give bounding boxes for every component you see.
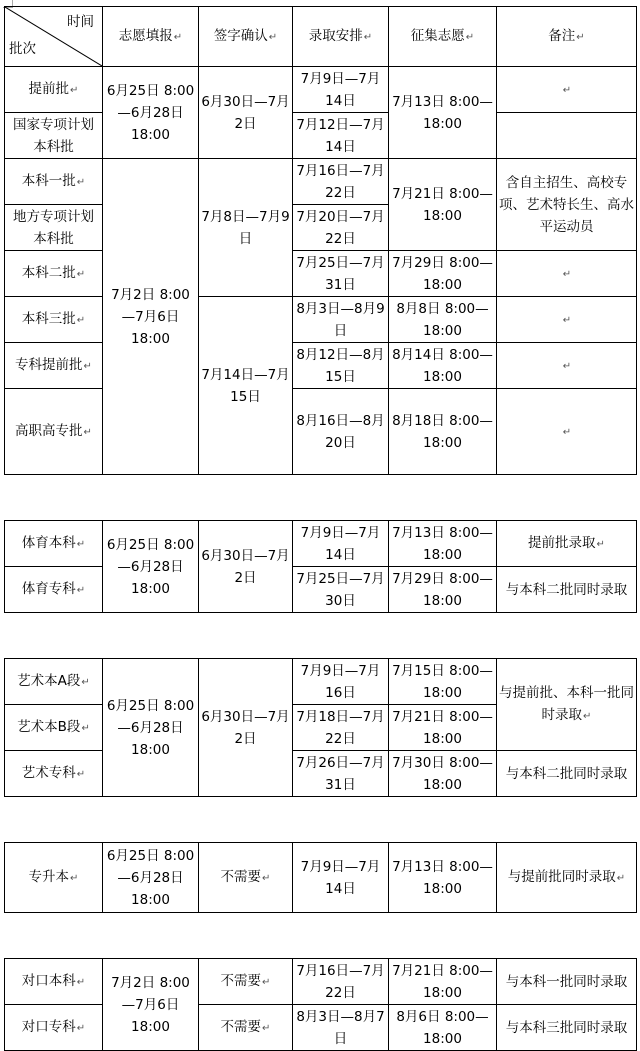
fill-cell: 7月2日 8:00—7月6日 18:00 <box>103 959 199 1051</box>
admit-cell: 8月3日—8月9日 <box>293 297 389 343</box>
note-cell: 含自主招生、高校专项、艺术特长生、高水平运动员 <box>497 159 637 251</box>
table-row <box>5 659 637 705</box>
corner-label-time: 时间 <box>67 14 94 30</box>
batch-cell: 本科二批 ↵ <box>5 251 103 297</box>
admit-cell: 7月16日—7月22日 <box>293 159 389 205</box>
table-row <box>5 113 637 159</box>
batch-cell: 本科三批 ↵ <box>5 297 103 343</box>
batch-cell: 艺术本A段 ↵ <box>5 659 103 705</box>
admit-cell: 7月9日—7月16日 <box>293 659 389 705</box>
col-header-fill: 志愿填报 ↵ <box>103 7 199 67</box>
note-cell <box>497 389 637 475</box>
batch-cell: 体育本科 ↵ <box>5 521 103 567</box>
admit-cell: 7月12日—7月14日 <box>293 113 389 159</box>
collect-cell: 7月29日 8:00—18:00 <box>389 567 497 613</box>
admit-cell: 7月9日—7月14日 <box>293 843 389 913</box>
sign-cell: 不需要 ↵ <box>199 1005 293 1051</box>
note-cell: 与提前批、本科一批同时录取 ↵ <box>497 659 637 751</box>
note-cell: 与本科二批同时录取 <box>497 567 637 613</box>
collect-cell: 8月14日 8:00—18:00 <box>389 343 497 389</box>
table-row <box>5 751 637 797</box>
header-row <box>5 7 637 67</box>
batch-cell: 本科一批 ↵ <box>5 159 103 205</box>
note-cell: 与本科三批同时录取 <box>497 1005 637 1051</box>
batch-cell: 体育专科 ↵ <box>5 567 103 613</box>
admit-cell: 8月16日—8月20日 <box>293 389 389 475</box>
admit-cell: 7月25日—7月30日 <box>293 567 389 613</box>
batch-cell: 国家专项计划本科批 <box>5 113 103 159</box>
table-row <box>5 67 637 113</box>
table-row <box>5 1005 637 1051</box>
batch-cell: 对口专科 ↵ <box>5 1005 103 1051</box>
col-header-admit: 录取安排 ↵ <box>293 7 389 67</box>
admit-cell: 7月25日—7月31日 <box>293 251 389 297</box>
note-cell: 与本科二批同时录取 <box>497 751 637 797</box>
admission-schedule-table <box>4 6 637 1051</box>
table-row <box>5 521 637 567</box>
section-divider <box>5 475 637 521</box>
admit-cell: 7月16日—7月22日 <box>293 959 389 1005</box>
collect-cell: 7月13日 8:00—18:00 <box>389 67 497 159</box>
collect-cell: 7月13日 8:00—18:00 <box>389 843 497 913</box>
admit-cell: 7月20日—7月22日 <box>293 205 389 251</box>
batch-cell: 艺术专科 ↵ <box>5 751 103 797</box>
fill-cell: 6月25日 8:00—6月28日 18:00 <box>103 67 199 159</box>
fill-cell: 6月25日 8:00—6月28日 18:00 <box>103 521 199 613</box>
batch-cell: 专科提前批 ↵ <box>5 343 103 389</box>
sign-cell: 不需要 ↵ <box>199 959 293 1005</box>
table-row <box>5 567 637 613</box>
collect-cell: 7月29日 8:00—18:00 <box>389 251 497 297</box>
header-corner-cell <box>5 7 103 67</box>
collect-cell: 7月30日 8:00—18:00 <box>389 751 497 797</box>
admit-cell: 8月12日—8月15日 <box>293 343 389 389</box>
note-cell: 与本科一批同时录取 <box>497 959 637 1005</box>
fill-cell: 6月25日 8:00—6月28日 18:00 <box>103 659 199 797</box>
note-cell <box>497 297 637 343</box>
admit-cell: 7月9日—7月14日 <box>293 67 389 113</box>
note-cell <box>497 251 637 297</box>
col-header-sign: 签字确认 ↵ <box>199 7 293 67</box>
admit-cell: 8月3日—8月7日 <box>293 1005 389 1051</box>
collect-cell: 8月8日 8:00—18:00 <box>389 297 497 343</box>
note-cell: 与提前批同时录取 ↵ <box>497 843 637 913</box>
batch-cell: 对口本科 ↵ <box>5 959 103 1005</box>
collect-cell: 8月6日 8:00—18:00 <box>389 1005 497 1051</box>
collect-cell: 7月21日 8:00—18:00 <box>389 959 497 1005</box>
sign-cell: 6月30日—7月2日 <box>199 67 293 159</box>
sign-cell: 7月14日—7月15日 <box>199 297 293 475</box>
note-cell: 提前批录取 ↵ <box>497 521 637 567</box>
col-header-note: 备注 ↵ <box>497 7 637 67</box>
sign-cell: 6月30日—7月2日 <box>199 659 293 797</box>
note-cell <box>497 67 637 113</box>
table-row <box>5 959 637 1005</box>
table-row <box>5 389 637 475</box>
batch-cell: 专升本 ↵ <box>5 843 103 913</box>
admit-cell: 7月9日—7月14日 <box>293 521 389 567</box>
batch-cell: 艺术本B段 ↵ <box>5 705 103 751</box>
table-row <box>5 159 637 205</box>
table-row <box>5 297 637 343</box>
collect-cell: 7月15日 8:00—18:00 <box>389 659 497 705</box>
collect-cell: 7月21日 8:00—18:00 <box>389 159 497 251</box>
table-row <box>5 343 637 389</box>
table-row <box>5 251 637 297</box>
admit-cell: 7月26日—7月31日 <box>293 751 389 797</box>
collect-cell: 8月18日 8:00—18:00 <box>389 389 497 475</box>
section-divider <box>5 797 637 843</box>
table-row <box>5 843 637 913</box>
fill-cell: 6月25日 8:00—6月28日 18:00 <box>103 843 199 913</box>
note-cell <box>497 113 637 159</box>
fill-cell: 7月2日 8:00—7月6日 18:00 <box>103 159 199 475</box>
corner-label-batch: 批次 <box>9 41 36 57</box>
col-header-collect: 征集志愿 ↵ <box>389 7 497 67</box>
batch-cell: 高职高专批 ↵ <box>5 389 103 475</box>
collect-cell: 7月13日 8:00—18:00 <box>389 521 497 567</box>
batch-cell: 地方专项计划本科批 <box>5 205 103 251</box>
sign-cell: 7月8日—7月9日 <box>199 159 293 297</box>
sign-cell: 6月30日—7月2日 <box>199 521 293 613</box>
section-divider <box>5 613 637 659</box>
batch-cell: 提前批 ↵ <box>5 67 103 113</box>
admit-cell: 7月18日—7月22日 <box>293 705 389 751</box>
sign-cell: 不需要 ↵ <box>199 843 293 913</box>
note-cell <box>497 343 637 389</box>
section-divider <box>5 913 637 959</box>
collect-cell: 7月21日 8:00—18:00 <box>389 705 497 751</box>
